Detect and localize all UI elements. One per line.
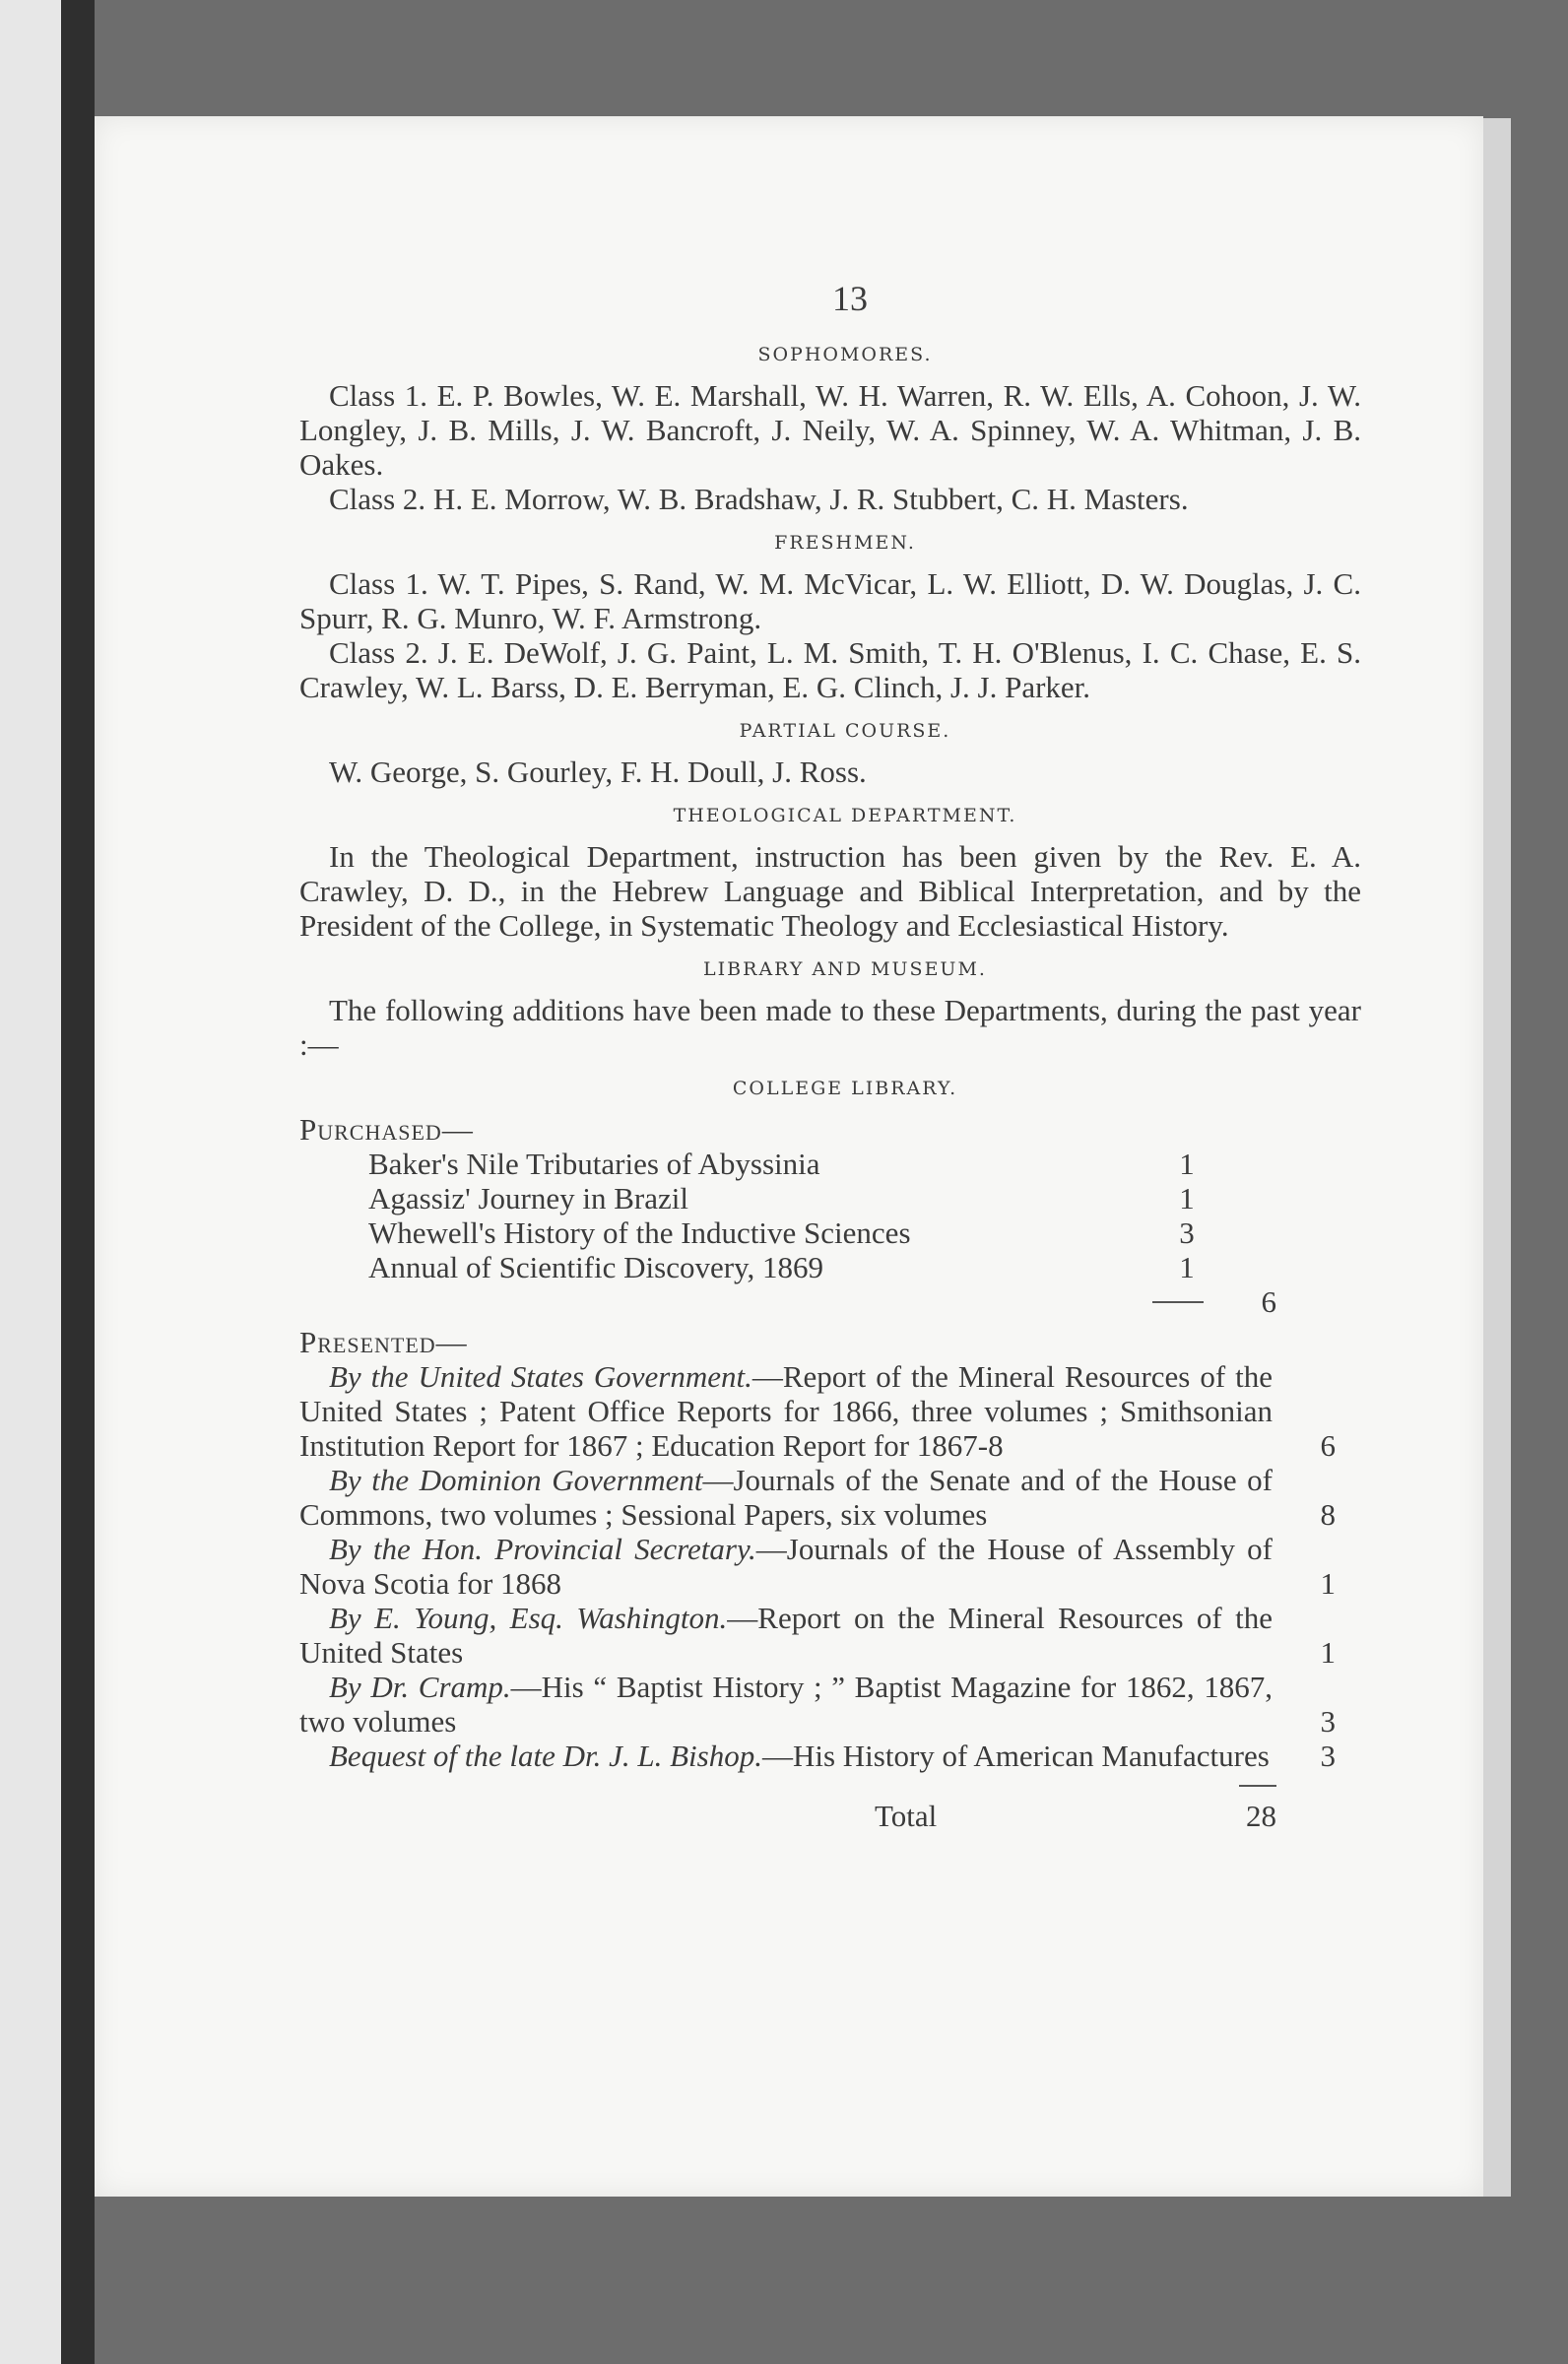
donor: By the United States Government.: [329, 1359, 752, 1394]
sophomores-class2: Class 2. H. E. Morrow, W. B. Bradshaw, J. R. Stubbert, C. H. Masters.: [329, 482, 1189, 516]
theological-text: In the Theological Department, instruction has been given by the Rev. E. A. Crawley, D. D., in the Hebrew Language and Biblical Interpretation, and by the President of the College, in Systematic Theology and Ecclesiastical History.: [299, 839, 1361, 943]
page-edge-stack: [1479, 118, 1511, 2197]
item-title: Annual of Scientific Discovery, 1869: [368, 1250, 824, 1284]
sophomores-heading: SOPHOMORES.: [757, 344, 933, 365]
list-item: [299, 1215, 1361, 1250]
donor: By the Hon. Provincial Secretary.: [329, 1532, 756, 1566]
gift-description: —Journals of the House of Assembly of Nova Scotia for 1868: [299, 1532, 1273, 1601]
list-item: [299, 1739, 1361, 1773]
freshmen-heading: FRESHMEN.: [774, 532, 916, 554]
purchased-list: [299, 1147, 1361, 1319]
gift-count: 8: [1320, 1497, 1336, 1532]
donor: By Dr. Cramp.: [329, 1670, 511, 1704]
list-item: [299, 1532, 1361, 1601]
gift-description: —Report of the Mineral Resources of the United States ; Patent Office Reports for 1866, three volumes ; Smithsonian Institution Report for 1867 ; Education Report for 1867-8: [299, 1359, 1273, 1463]
gift-count: 3: [1320, 1739, 1336, 1773]
item-title: Baker's Nile Tributaries of Abyssinia: [368, 1147, 820, 1181]
partial-course-names: W. George, S. Gourley, F. H. Doull, J. Ross.: [329, 755, 867, 789]
item-qty: 1: [1179, 1250, 1195, 1284]
gift-description: —His History of American Manufactures: [761, 1739, 1270, 1773]
total-label: Total: [875, 1799, 938, 1833]
subtotal-dash: [1152, 1301, 1204, 1303]
purchased-subtotal: 6: [1261, 1284, 1276, 1319]
presented-label: Presented—: [299, 1325, 468, 1359]
library-museum-heading: LIBRARY AND MUSEUM.: [703, 958, 987, 980]
page-content: [299, 279, 1361, 1838]
document-page: [95, 116, 1483, 2197]
gift-count: 1: [1320, 1566, 1336, 1601]
partial-course-heading: PARTIAL COURSE.: [739, 720, 951, 742]
list-item: [299, 1250, 1361, 1284]
list-item: [299, 1670, 1361, 1739]
gift-description: —Report on the Mineral Resources of the United States: [299, 1601, 1273, 1670]
total-row: [299, 1799, 1361, 1838]
item-qty: 1: [1179, 1147, 1195, 1181]
book-gutter: [61, 0, 95, 2364]
gift-count: 6: [1320, 1428, 1336, 1463]
list-item: [299, 1463, 1361, 1532]
page-number: 13: [832, 279, 868, 318]
total-rule-row: [299, 1773, 1361, 1799]
donor: By E. Young, Esq. Washington.: [329, 1601, 728, 1635]
gift-count: 1: [1320, 1635, 1336, 1670]
item-qty: 3: [1179, 1215, 1195, 1250]
donor: By the Dominion Government: [329, 1463, 703, 1497]
list-item: [299, 1601, 1361, 1670]
gift-description: —His “ Baptist History ; ” Baptist Magazine for 1862, 1867, two volumes: [299, 1670, 1274, 1739]
purchased-subtotal-row: [299, 1284, 1361, 1319]
list-item: [299, 1181, 1361, 1215]
gift-description: —Journals of the Senate and of the House of Commons, two volumes ; Sessional Papers, six volumes: [299, 1463, 1274, 1532]
list-item: [299, 1359, 1361, 1463]
freshmen-class1: Class 1. W. T. Pipes, S. Rand, W. M. McVicar, L. W. Elliott, D. W. Douglas, J. C. Spurr, R. G. Munro, W. F. Armstrong.: [299, 566, 1361, 635]
total-value: 28: [1246, 1799, 1276, 1833]
presented-list: [299, 1359, 1361, 1773]
list-item: [299, 1147, 1361, 1181]
total-rule: [1239, 1785, 1276, 1787]
college-library-heading: COLLEGE LIBRARY.: [732, 1078, 958, 1099]
item-title: Whewell's History of the Inductive Sciences: [368, 1215, 911, 1250]
purchased-label: Purchased—: [299, 1112, 474, 1147]
theological-heading: THEOLOGICAL DEPARTMENT.: [673, 805, 1017, 826]
item-qty: 1: [1179, 1181, 1195, 1215]
library-museum-text: The following additions have been made to these Departments, during the past year :—: [299, 993, 1361, 1062]
donor: Bequest of the late Dr. J. L. Bishop.: [329, 1739, 762, 1773]
sophomores-class1: Class 1. E. P. Bowles, W. E. Marshall, W. H. Warren, R. W. Ells, A. Cohoon, J. W. Longley, J. B. Mills, J. W. Bancroft, J. Neily, W. A. Spinney, W. A. Whitman, J. B. Oakes.: [299, 378, 1361, 482]
item-title: Agassiz' Journey in Brazil: [368, 1181, 688, 1215]
freshmen-class2: Class 2. J. E. DeWolf, J. G. Paint, L. M. Smith, T. H. O'Blenus, I. C. Chase, E. S. Crawley, W. L. Barss, D. E. Berryman, E. G. Clinch, J. J. Parker.: [299, 635, 1361, 704]
gift-count: 3: [1320, 1704, 1336, 1739]
left-page-margin: [0, 0, 61, 2364]
